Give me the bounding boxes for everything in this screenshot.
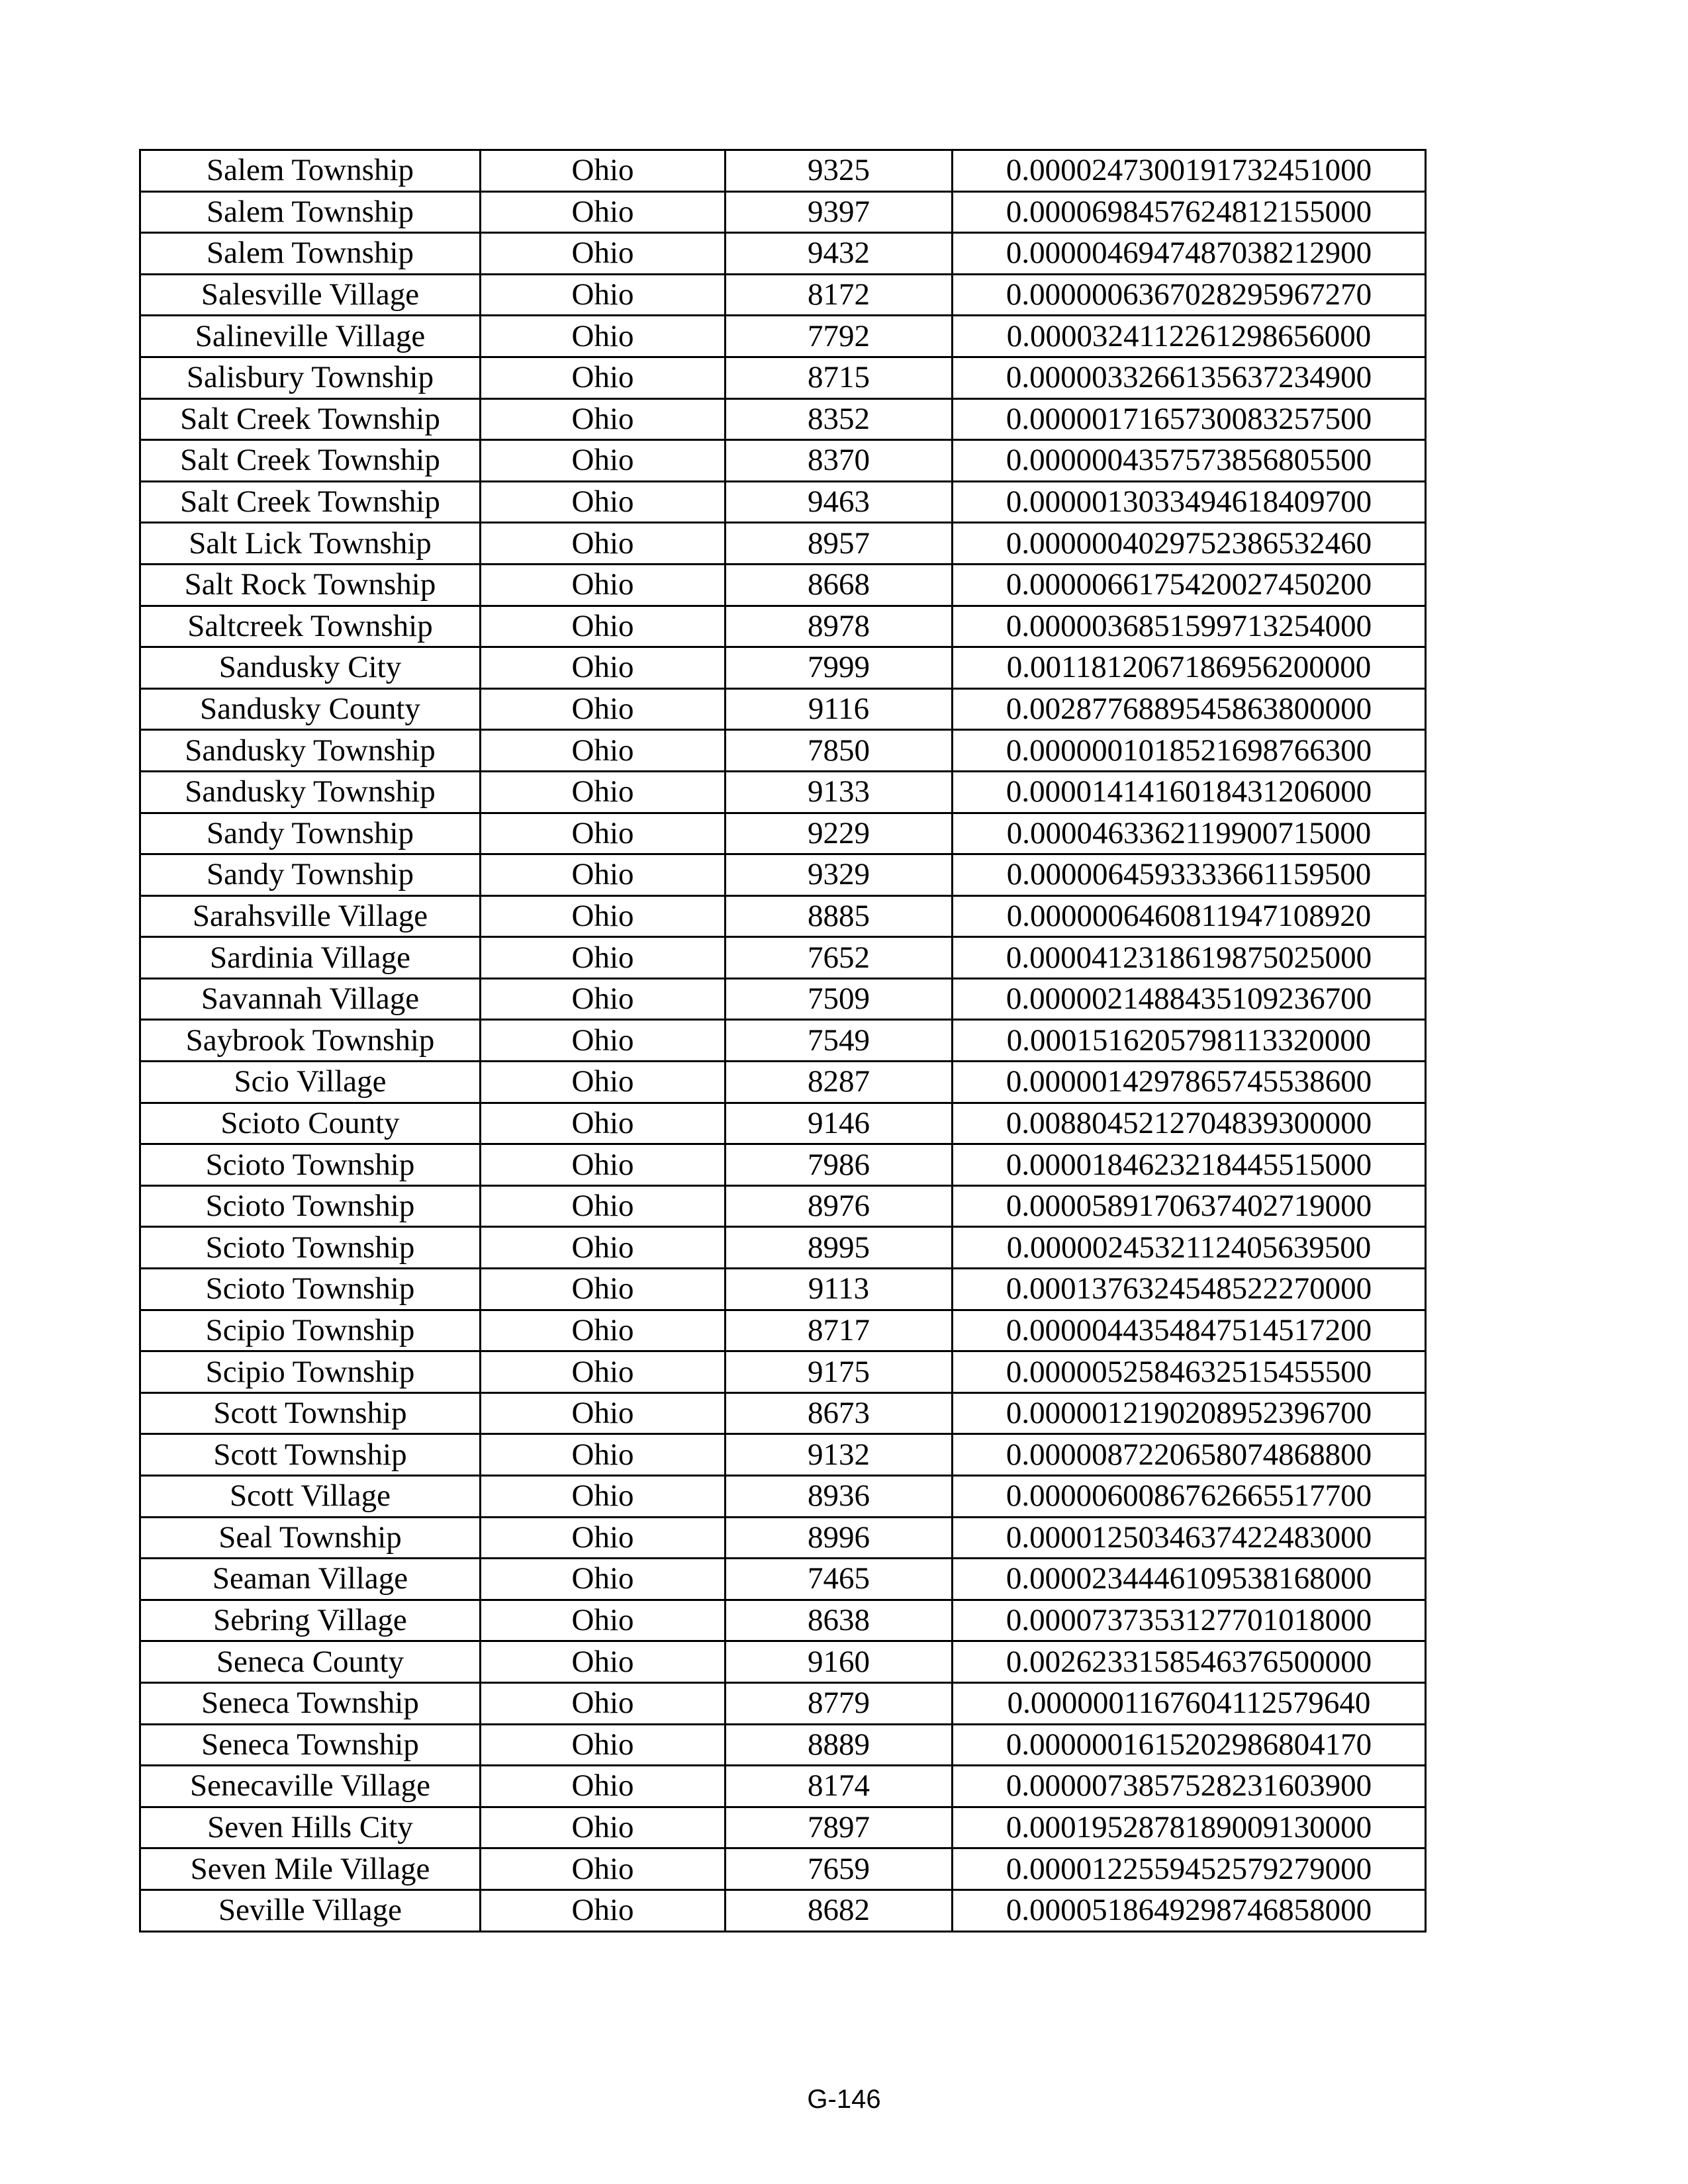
allocation-cell: 0.0000001167604112579640	[953, 1682, 1426, 1724]
allocation-cell: 0.0000324112261298656000	[953, 316, 1426, 357]
municipality-cell: Sandusky Township	[140, 771, 481, 813]
municipality-cell: Sandusky County	[140, 688, 481, 730]
table-row	[140, 730, 1426, 772]
id-cell: 8682	[726, 1889, 953, 1931]
allocation-cell: 0.0000073857528231603900	[953, 1766, 1426, 1807]
allocation-cell: 0.0000012190208952396700	[953, 1392, 1426, 1434]
table-row	[140, 150, 1426, 192]
state-cell: Ohio	[481, 1889, 726, 1931]
municipality-cell: Savannah Village	[140, 978, 481, 1020]
municipality-cell: Salem Township	[140, 191, 481, 233]
table-row	[140, 771, 1426, 813]
allocation-cell: 0.0000014297865745538600	[953, 1062, 1426, 1103]
state-cell: Ohio	[481, 771, 726, 813]
state-cell: Ohio	[481, 357, 726, 398]
municipality-cell: Salt Rock Township	[140, 564, 481, 606]
allocation-cell: 0.0000004029752386532460	[953, 523, 1426, 565]
state-cell: Ohio	[481, 1559, 726, 1600]
allocation-cell: 0.0001516205798113320000	[953, 1020, 1426, 1062]
table-row	[140, 1351, 1426, 1393]
state-cell: Ohio	[481, 813, 726, 854]
state-cell: Ohio	[481, 1062, 726, 1103]
allocation-cell: 0.0000033266135637234900	[953, 357, 1426, 398]
table-row	[140, 481, 1426, 523]
municipality-cell: Sebring Village	[140, 1600, 481, 1641]
allocation-cell: 0.0000141416018431206000	[953, 771, 1426, 813]
table-row	[140, 1062, 1426, 1103]
table-row	[140, 813, 1426, 854]
municipality-cell: Salem Township	[140, 233, 481, 275]
id-cell: 8995	[726, 1227, 953, 1269]
municipality-cell: Scio Village	[140, 1062, 481, 1103]
state-cell: Ohio	[481, 1476, 726, 1518]
table-row	[140, 1020, 1426, 1062]
municipality-cell: Scioto Township	[140, 1185, 481, 1227]
state-cell: Ohio	[481, 1766, 726, 1807]
allocation-cell: 0.0000001018521698766300	[953, 730, 1426, 772]
id-cell: 7659	[726, 1848, 953, 1890]
allocation-cell: 0.0000122559452579279000	[953, 1848, 1426, 1890]
allocation-cell: 0.0026233158546376500000	[953, 1641, 1426, 1683]
table-row	[140, 937, 1426, 979]
municipality-cell: Scioto Township	[140, 1227, 481, 1269]
allocation-cell: 0.0001952878189009130000	[953, 1807, 1426, 1848]
id-cell: 7792	[726, 316, 953, 357]
municipality-cell: Seville Village	[140, 1889, 481, 1931]
allocation-cell: 0.0000006367028295967270	[953, 274, 1426, 316]
id-cell: 7850	[726, 730, 953, 772]
table-row	[140, 564, 1426, 606]
state-cell: Ohio	[481, 1517, 726, 1559]
allocation-cell: 0.0000184623218445515000	[953, 1144, 1426, 1186]
table-row	[140, 1641, 1426, 1683]
allocation-cell: 0.0000017165730083257500	[953, 398, 1426, 440]
state-cell: Ohio	[481, 1103, 726, 1144]
table-row	[140, 1766, 1426, 1807]
allocation-cell: 0.0000589170637402719000	[953, 1185, 1426, 1227]
id-cell: 9146	[726, 1103, 953, 1144]
state-cell: Ohio	[481, 316, 726, 357]
id-cell: 8352	[726, 398, 953, 440]
allocation-cell: 0.0000737353127701018000	[953, 1600, 1426, 1641]
municipality-cell: Salem Township	[140, 150, 481, 192]
table-row	[140, 1559, 1426, 1600]
id-cell: 9229	[726, 813, 953, 854]
municipality-cell: Salt Creek Township	[140, 440, 481, 482]
state-cell: Ohio	[481, 398, 726, 440]
id-cell: 8976	[726, 1185, 953, 1227]
id-cell: 8779	[726, 1682, 953, 1724]
allocation-cell: 0.0000125034637422483000	[953, 1517, 1426, 1559]
id-cell: 8996	[726, 1517, 953, 1559]
municipality-cell: Seven Hills City	[140, 1807, 481, 1848]
id-cell: 9325	[726, 150, 953, 192]
id-cell: 8287	[726, 1062, 953, 1103]
state-cell: Ohio	[481, 1682, 726, 1724]
allocation-cell: 0.0088045212704839300000	[953, 1103, 1426, 1144]
state-cell: Ohio	[481, 895, 726, 937]
allocation-cell: 0.0000021488435109236700	[953, 978, 1426, 1020]
table-body	[140, 150, 1426, 1932]
page-number: G-146	[807, 2085, 881, 2114]
state-cell: Ohio	[481, 1724, 726, 1766]
table-row	[140, 1185, 1426, 1227]
table-row	[140, 357, 1426, 398]
table-row	[140, 1600, 1426, 1641]
table-row	[140, 398, 1426, 440]
table-row	[140, 1682, 1426, 1724]
table-row	[140, 1476, 1426, 1518]
municipality-cell: Sardinia Village	[140, 937, 481, 979]
state-cell: Ohio	[481, 523, 726, 565]
municipality-cell: Saltcreek Township	[140, 606, 481, 647]
allocation-cell: 0.0000087220658074868800	[953, 1434, 1426, 1476]
table-row	[140, 1724, 1426, 1766]
id-cell: 7999	[726, 647, 953, 689]
table-row	[140, 854, 1426, 896]
state-cell: Ohio	[481, 854, 726, 896]
state-cell: Ohio	[481, 606, 726, 647]
state-cell: Ohio	[481, 1434, 726, 1476]
table-row	[140, 1889, 1426, 1931]
allocation-cell: 0.0000006460811947108920	[953, 895, 1426, 937]
id-cell: 8174	[726, 1766, 953, 1807]
table-row	[140, 647, 1426, 689]
municipality-cell: Sandy Township	[140, 813, 481, 854]
state-cell: Ohio	[481, 1807, 726, 1848]
municipality-cell: Salisbury Township	[140, 357, 481, 398]
table-row	[140, 1848, 1426, 1890]
allocation-cell: 0.0000066175420027450200	[953, 564, 1426, 606]
id-cell: 8957	[726, 523, 953, 565]
id-cell: 8172	[726, 274, 953, 316]
id-cell: 7986	[726, 1144, 953, 1186]
id-cell: 7897	[726, 1807, 953, 1848]
id-cell: 8889	[726, 1724, 953, 1766]
allocation-cell: 0.0000036851599713254000	[953, 606, 1426, 647]
municipality-cell: Scioto Township	[140, 1269, 481, 1310]
id-cell: 9397	[726, 191, 953, 233]
id-cell: 7549	[726, 1020, 953, 1062]
allocation-cell: 0.0028776889545863800000	[953, 688, 1426, 730]
municipality-cell: Salesville Village	[140, 274, 481, 316]
state-cell: Ohio	[481, 274, 726, 316]
table-row	[140, 1269, 1426, 1310]
allocation-cell: 0.0000004357573856805500	[953, 440, 1426, 482]
state-cell: Ohio	[481, 688, 726, 730]
id-cell: 8673	[726, 1392, 953, 1434]
state-cell: Ohio	[481, 978, 726, 1020]
municipality-cell: Seal Township	[140, 1517, 481, 1559]
id-cell: 8936	[726, 1476, 953, 1518]
id-cell: 8715	[726, 357, 953, 398]
id-cell: 9133	[726, 771, 953, 813]
state-cell: Ohio	[481, 1269, 726, 1310]
allocation-cell: 0.0011812067186956200000	[953, 647, 1426, 689]
allocation-cell: 0.0000013033494618409700	[953, 481, 1426, 523]
municipality-cell: Seneca Township	[140, 1724, 481, 1766]
table-row	[140, 978, 1426, 1020]
municipality-cell: Salineville Village	[140, 316, 481, 357]
state-cell: Ohio	[481, 440, 726, 482]
municipality-cell: Scipio Township	[140, 1351, 481, 1393]
table-row	[140, 440, 1426, 482]
municipality-cell: Salt Creek Township	[140, 481, 481, 523]
state-cell: Ohio	[481, 1848, 726, 1890]
allocation-cell: 0.0000518649298746858000	[953, 1889, 1426, 1931]
municipality-cell: Sarahsville Village	[140, 895, 481, 937]
state-cell: Ohio	[481, 233, 726, 275]
id-cell: 8717	[726, 1310, 953, 1351]
allocation-cell: 0.0000698457624812155000	[953, 191, 1426, 233]
allocation-cell: 0.0000064593333661159500	[953, 854, 1426, 896]
id-cell: 9113	[726, 1269, 953, 1310]
municipality-cell: Seneca County	[140, 1641, 481, 1683]
state-cell: Ohio	[481, 150, 726, 192]
municipality-cell: Scioto Township	[140, 1144, 481, 1186]
table-row	[140, 1807, 1426, 1848]
allocation-cell: 0.0000060086762665517700	[953, 1476, 1426, 1518]
id-cell: 9132	[726, 1434, 953, 1476]
municipality-cell: Sandusky City	[140, 647, 481, 689]
table-row	[140, 1392, 1426, 1434]
municipality-cell: Saybrook Township	[140, 1020, 481, 1062]
state-cell: Ohio	[481, 1144, 726, 1186]
id-cell: 8638	[726, 1600, 953, 1641]
table-row	[140, 1227, 1426, 1269]
id-cell: 8885	[726, 895, 953, 937]
allocation-cell: 0.0000024532112405639500	[953, 1227, 1426, 1269]
id-cell: 7465	[726, 1559, 953, 1600]
state-cell: Ohio	[481, 1351, 726, 1393]
allocation-cell: 0.0000052584632515455500	[953, 1351, 1426, 1393]
table-row	[140, 1434, 1426, 1476]
municipality-cell: Sandy Township	[140, 854, 481, 896]
id-cell: 9116	[726, 688, 953, 730]
table-row	[140, 1310, 1426, 1351]
id-cell: 9160	[726, 1641, 953, 1683]
state-cell: Ohio	[481, 730, 726, 772]
allocation-cell: 0.0000046947487038212900	[953, 233, 1426, 275]
municipality-cell: Scipio Township	[140, 1310, 481, 1351]
allocation-cell: 0.0001376324548522270000	[953, 1269, 1426, 1310]
table-row	[140, 606, 1426, 647]
table-row	[140, 233, 1426, 275]
id-cell: 9463	[726, 481, 953, 523]
municipality-cell: Seven Mile Village	[140, 1848, 481, 1890]
allocation-table	[139, 149, 1427, 1933]
municipality-cell: Seaman Village	[140, 1559, 481, 1600]
state-cell: Ohio	[481, 191, 726, 233]
state-cell: Ohio	[481, 1227, 726, 1269]
municipality-cell: Scott Township	[140, 1392, 481, 1434]
table-row	[140, 1517, 1426, 1559]
allocation-cell: 0.0000234446109538168000	[953, 1559, 1426, 1600]
municipality-cell: Seneca Township	[140, 1682, 481, 1724]
id-cell: 8370	[726, 440, 953, 482]
id-cell: 9175	[726, 1351, 953, 1393]
state-cell: Ohio	[481, 481, 726, 523]
municipality-cell: Scott Township	[140, 1434, 481, 1476]
allocation-cell: 0.0000247300191732451000	[953, 150, 1426, 192]
allocation-cell: 0.0000044354847514517200	[953, 1310, 1426, 1351]
state-cell: Ohio	[481, 1600, 726, 1641]
table-row	[140, 1103, 1426, 1144]
state-cell: Ohio	[481, 1392, 726, 1434]
state-cell: Ohio	[481, 1185, 726, 1227]
state-cell: Ohio	[481, 937, 726, 979]
table-row	[140, 1144, 1426, 1186]
id-cell: 9329	[726, 854, 953, 896]
id-cell: 7509	[726, 978, 953, 1020]
state-cell: Ohio	[481, 1310, 726, 1351]
table-row	[140, 688, 1426, 730]
municipality-cell: Scioto County	[140, 1103, 481, 1144]
table-row	[140, 274, 1426, 316]
table-row	[140, 895, 1426, 937]
municipality-cell: Salt Lick Township	[140, 523, 481, 565]
allocation-cell: 0.0000412318619875025000	[953, 937, 1426, 979]
state-cell: Ohio	[481, 1641, 726, 1683]
state-cell: Ohio	[481, 647, 726, 689]
id-cell: 9432	[726, 233, 953, 275]
id-cell: 8668	[726, 564, 953, 606]
id-cell: 7652	[726, 937, 953, 979]
allocation-cell: 0.0000001615202986804170	[953, 1724, 1426, 1766]
table-row	[140, 191, 1426, 233]
table-row	[140, 523, 1426, 565]
allocation-cell: 0.0000463362119900715000	[953, 813, 1426, 854]
state-cell: Ohio	[481, 564, 726, 606]
municipality-cell: Scott Village	[140, 1476, 481, 1518]
municipality-cell: Sandusky Township	[140, 730, 481, 772]
table-row	[140, 316, 1426, 357]
state-cell: Ohio	[481, 1020, 726, 1062]
municipality-cell: Senecaville Village	[140, 1766, 481, 1807]
municipality-cell: Salt Creek Township	[140, 398, 481, 440]
id-cell: 8978	[726, 606, 953, 647]
